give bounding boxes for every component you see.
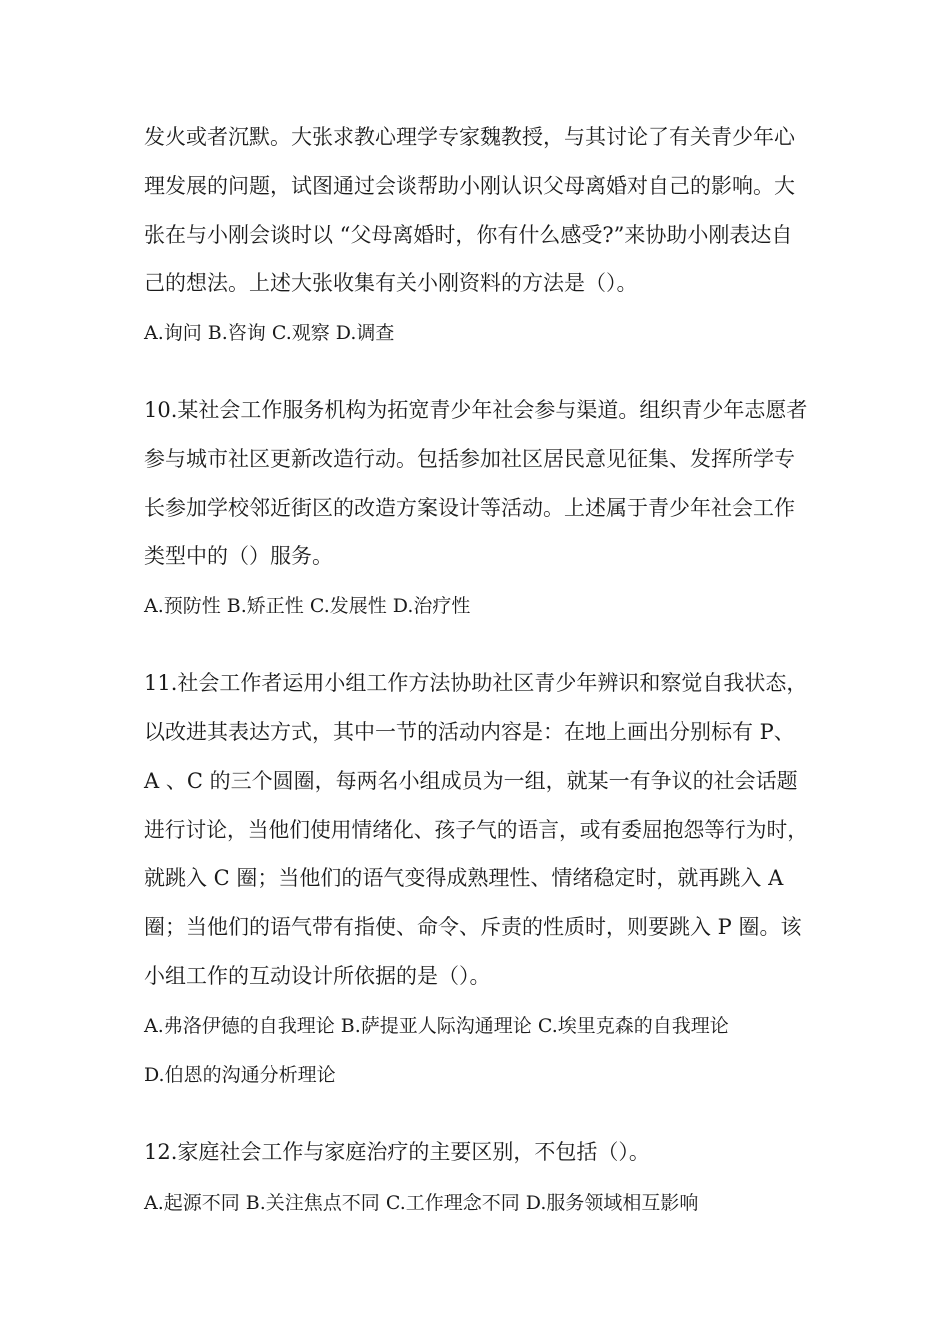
answer-options: A.预防性 B.矫正性 C.发展性 D.治疗性 xyxy=(144,595,471,617)
question-text-line: 己的想法。上述大张收集有关小刚资料的方法是（）。 xyxy=(144,271,638,295)
question-text-line: 进行讨论，当他们使用情绪化、孩子气的语言，或有委屈抱怨等行为时， xyxy=(144,818,808,842)
question-text-line: 圈；当他们的语气带有指使、命令、斥责的性质时，则要跳入 P 圈。该 xyxy=(144,915,802,939)
answer-options: A.起源不同 B.关注焦点不同 C.工作理念不同 D.服务领域相互影响 xyxy=(144,1192,699,1214)
answer-options: D.伯恩的沟通分析理论 xyxy=(144,1064,336,1086)
question-text-line: 10.某社会工作服务机构为拓宽青少年社会参与渠道。组织青少年志愿者 xyxy=(144,398,808,422)
question-text-line: 以改进其表达方式，其中一节的活动内容是：在地上画出分别标有 P、 xyxy=(144,720,795,744)
question-text-line: 张在与小刚会谈时以 “父母离婚时，你有什么感受?”来协助小刚表达自 xyxy=(144,223,793,247)
question-text-line: 长参加学校邻近街区的改造方案设计等活动。上述属于青少年社会工作 xyxy=(144,496,795,520)
answer-options: A.弗洛伊德的自我理论 B.萨提亚人际沟通理论 C.埃里克森的自我理论 xyxy=(144,1015,729,1037)
question-text-line: 小组工作的互动设计所依据的是（）。 xyxy=(144,964,491,988)
question-text-line: 类型中的（）服务。 xyxy=(144,544,333,568)
question-text-line: A 、C 的三个圆圈，每两名小组成员为一组，就某一有争议的社会话题 xyxy=(144,769,798,793)
question-text-line: 就跳入 C 圈；当他们的语气变得成熟理性、情绪稳定时，就再跳入 A xyxy=(144,866,784,890)
question-text-line: 11.社会工作者运用小组工作方法协助社区青少年辨识和察觉自我状态， xyxy=(144,671,808,695)
answer-options: A.询问 B.咨询 C.观察 D.调查 xyxy=(144,322,395,344)
question-text-line: 参与城市社区更新改造行动。包括参加社区居民意见征集、发挥所学专 xyxy=(144,447,795,471)
question-text-line: 12.家庭社会工作与家庭治疗的主要区别，不包括（）。 xyxy=(144,1140,650,1164)
question-text-line: 理发展的问题，试图通过会谈帮助小刚认识父母离婚对自己的影响。大 xyxy=(144,174,795,198)
question-text-line: 发火或者沉默。大张求教心理学专家魏教授，与其讨论了有关青少年心 xyxy=(144,125,795,149)
